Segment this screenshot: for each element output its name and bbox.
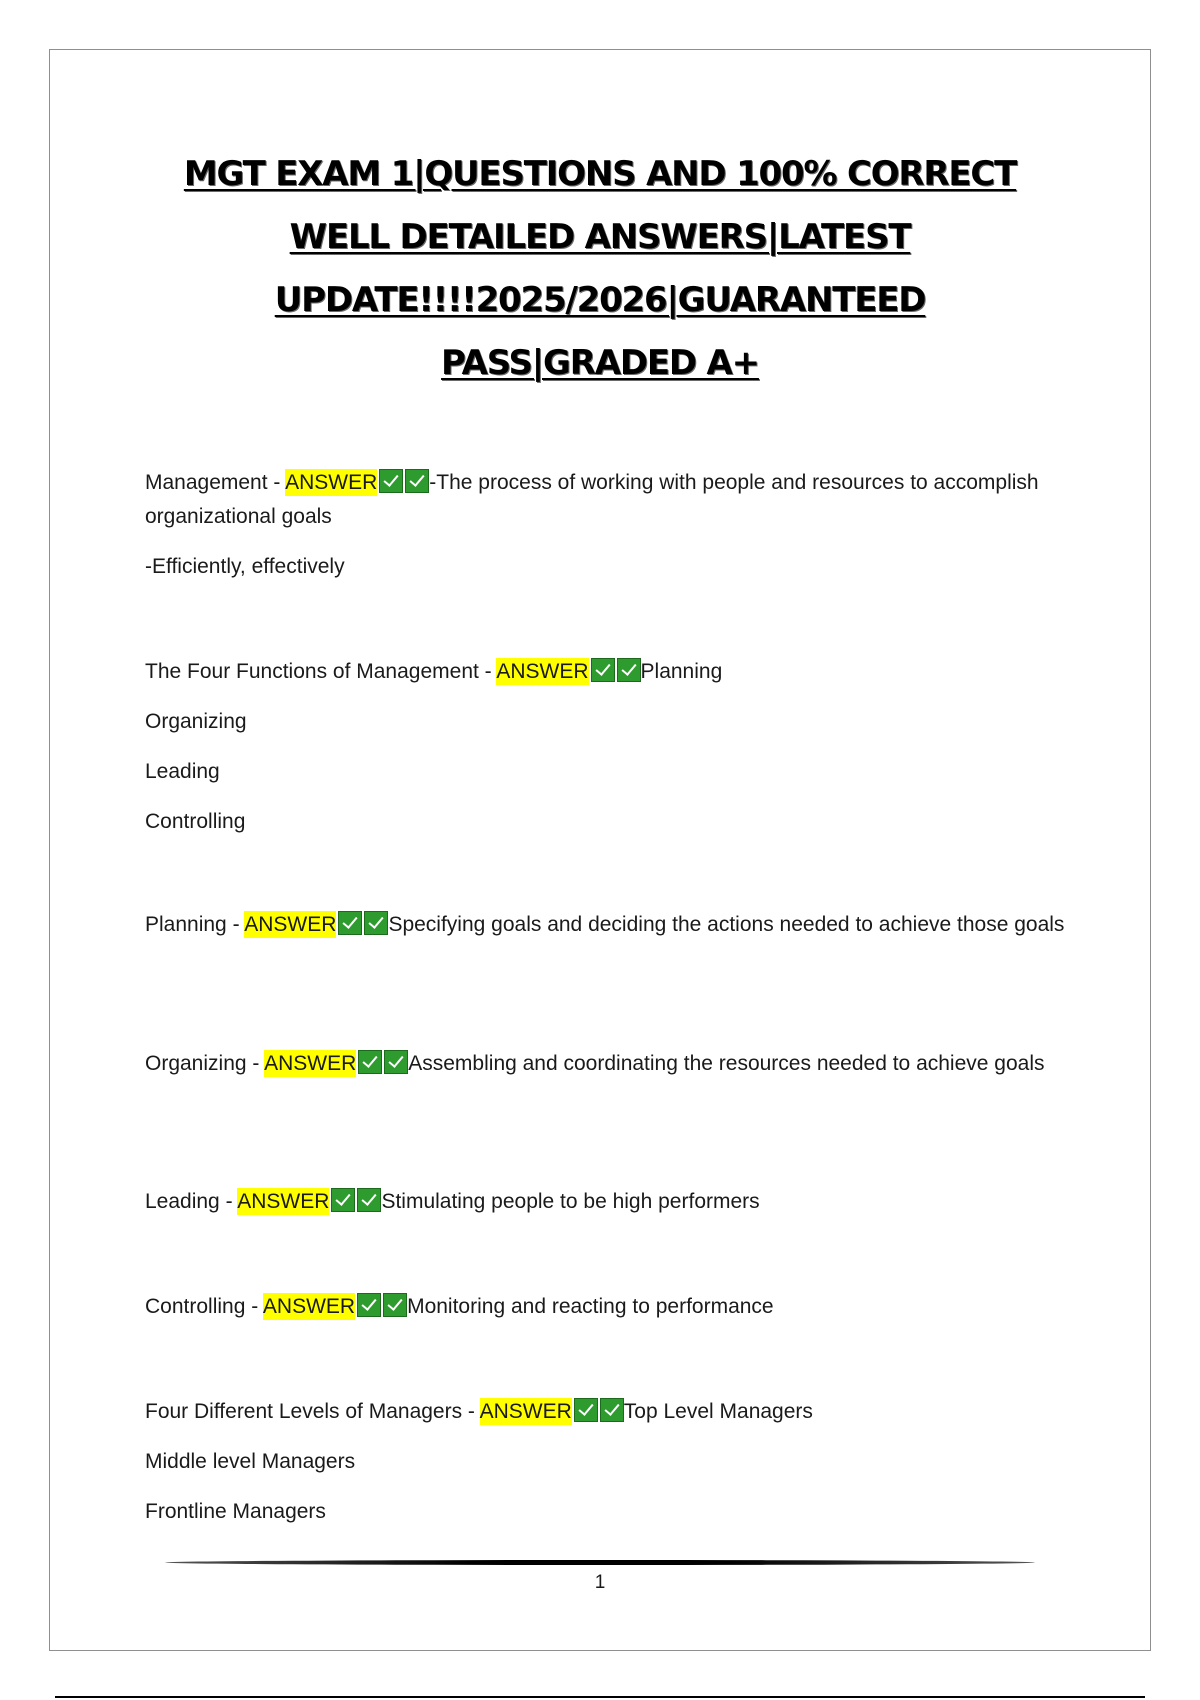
qa-extra-line: Organizing (145, 710, 247, 733)
check-mark-icon (357, 1293, 381, 1317)
qa-item-planning (145, 908, 1065, 942)
qa-term: Four Different Levels of Managers - (145, 1400, 480, 1423)
qa-definition: Top Level Managers (623, 1400, 813, 1423)
qa-item-organizing (145, 1047, 1065, 1081)
qa-definition: Specifying goals and deciding the actions needed to achieve those goals (388, 913, 1065, 936)
qa-definition: -The process of working with people and resources to accomplish organizational goals (145, 471, 1039, 528)
check-mark-icon (574, 1398, 598, 1422)
answer-label: ANSWER (496, 660, 589, 683)
qa-question-line (145, 1047, 1065, 1081)
qa-question-line (145, 655, 1065, 689)
qa-extra-line: Leading (145, 760, 220, 783)
qa-term: Planning - (145, 913, 245, 936)
check-mark-icon (600, 1398, 624, 1422)
spacer (145, 1479, 1065, 1495)
qa-question-line (145, 1185, 1065, 1219)
qa-term: Leading - (145, 1190, 238, 1213)
qa-question-line (145, 908, 1065, 942)
check-mark-icon (338, 911, 362, 935)
qa-item-manager-levels (145, 1395, 1065, 1529)
qa-extra-line: -Efficiently, effectively (145, 555, 345, 578)
qa-question-line (145, 1395, 1065, 1429)
qa-extra-line: Middle level Managers (145, 1450, 356, 1473)
page-number: 1 (594, 1572, 606, 1593)
qa-extra-line: Controlling (145, 810, 246, 833)
answer-label: ANSWER (264, 1052, 357, 1075)
spacer (145, 689, 1065, 705)
document-title (100, 143, 1100, 395)
check-mark-icon (357, 1188, 381, 1212)
check-mark-icon (379, 469, 403, 493)
answer-label: ANSWER (237, 1190, 330, 1213)
qa-term: Management - (145, 471, 286, 494)
check-mark-icon (405, 469, 429, 493)
check-mark-icon (331, 1188, 355, 1212)
answer-label: ANSWER (244, 913, 337, 936)
title-line-2: WELL DETAILED ANSWERS|LATEST (289, 217, 911, 257)
qa-item-four-functions (145, 655, 1065, 839)
spacer (145, 1429, 1065, 1445)
footer-divider (165, 1560, 1035, 1565)
check-mark-icon (383, 1293, 407, 1317)
spacer (145, 789, 1065, 805)
qa-item-management (145, 466, 1065, 584)
qa-item-controlling (145, 1290, 1065, 1324)
qa-term: Controlling - (145, 1295, 263, 1318)
qa-definition: Stimulating people to be high performers (381, 1190, 760, 1213)
qa-definition: Assembling and coordinating the resources needed to achieve goals (408, 1052, 1045, 1075)
answer-label: ANSWER (285, 471, 378, 494)
qa-extra-line: Frontline Managers (145, 1500, 326, 1523)
spacer (145, 534, 1065, 550)
answer-label: ANSWER (262, 1295, 356, 1318)
qa-question-line (145, 466, 1065, 534)
qa-question-line (145, 1290, 1065, 1324)
title-line-3: UPDATE!!!!2025/2026|GUARANTEED (274, 280, 926, 320)
title-line-4: PASS|GRADED A+ (441, 343, 759, 383)
qa-term: Organizing - (145, 1052, 265, 1075)
next-page-edge (55, 1696, 1145, 1698)
title-line-1: MGT EXAM 1|QUESTIONS AND 100% CORRECT (183, 154, 1017, 194)
check-mark-icon (384, 1050, 408, 1074)
qa-item-leading (145, 1185, 1065, 1219)
qa-term: The Four Functions of Management - (145, 660, 497, 683)
qa-definition: Monitoring and reacting to performance (407, 1295, 774, 1318)
check-mark-icon (364, 911, 388, 935)
check-mark-icon (617, 658, 641, 682)
spacer (145, 739, 1065, 755)
qa-definition: Planning (640, 660, 723, 683)
answer-label: ANSWER (479, 1400, 572, 1423)
check-mark-icon (358, 1050, 382, 1074)
check-mark-icon (591, 658, 615, 682)
